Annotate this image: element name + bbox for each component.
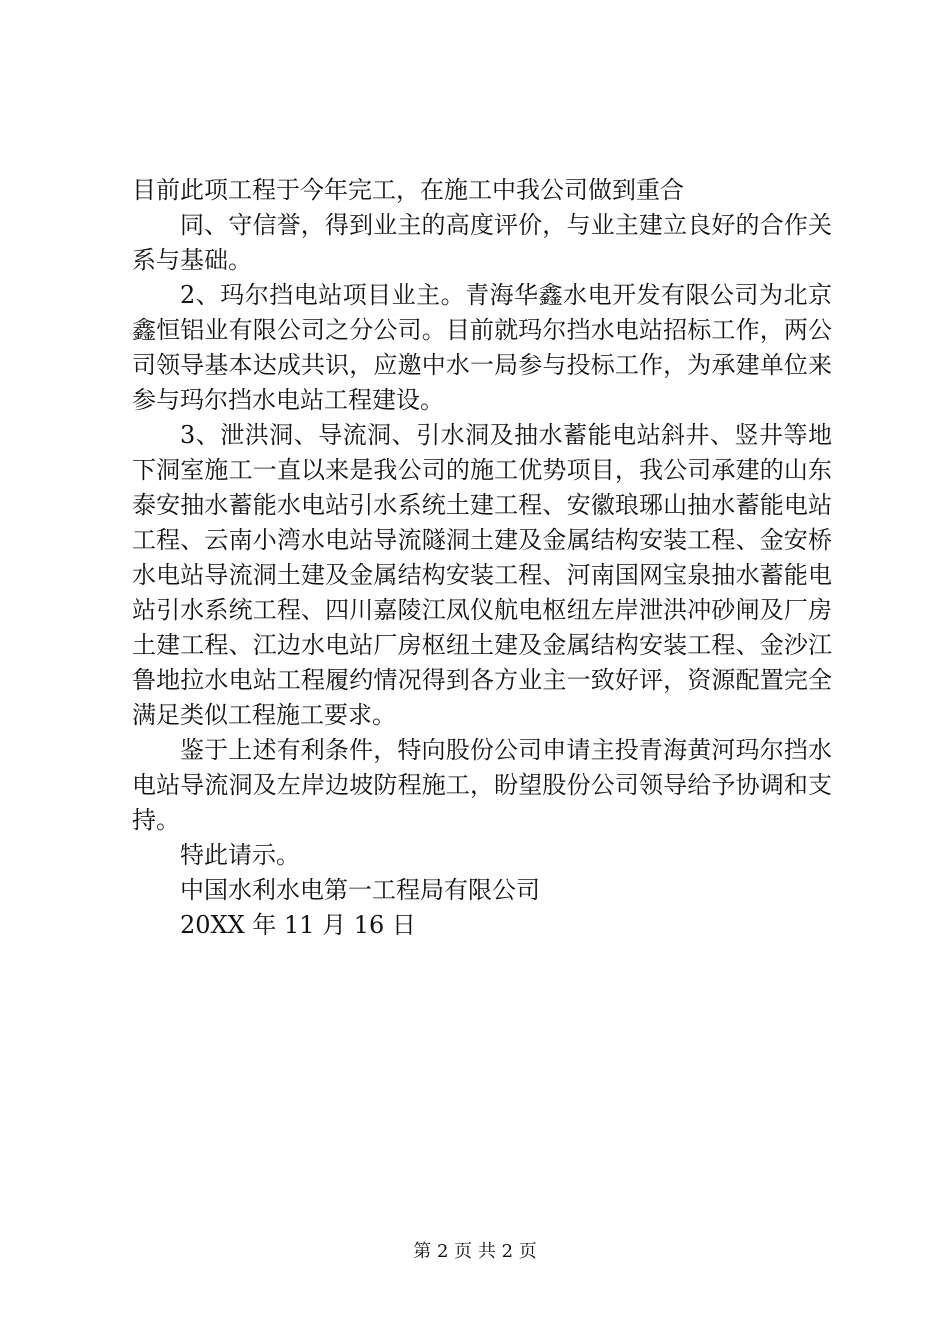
paragraph-request: 鉴于上述有利条件，特向股份公司申请主投青海黄河玛尔挡水电站导流洞及左岸边坡防程施工，盼望股份公司领导给予协调和支持。 [132,736,832,834]
page-number-footer: 第 2 页 共 2 页 [413,1241,537,1262]
paragraph-item-2: 2、玛尔挡电站项目业主。青海华鑫水电开发有限公司为北京鑫恒铝业有限公司之分公司。目前就玛尔挡水电站招标工作，两公司领导基本达成共识，应邀中水一局参与投标工作，为承建单位来参与玛尔挡水电站工程建设。 [132,281,832,414]
signature-date: 20XX 年 11 月 16 日 [180,911,416,939]
closing-phrase: 特此请示。 [180,841,300,869]
paragraph-item-3: 3、泄洪洞、导流洞、引水洞及抽水蓄能电站斜井、竖井等地下洞室施工一直以来是我公司的施工优势项目，我公司承建的山东泰安抽水蓄能水电站引水系统土建工程、安徽琅琊山抽水蓄能电站工程、云南小湾水电站导流隧洞土建及金属结构安装工程、金安桥水电站导流洞土建及金属结构安装工程、河南国网宝泉抽水蓄能电站引水系统工程、四川嘉陵江凤仪航电枢纽左岸泄洪冲砂闸及厂房土建工程、江边水电站厂房枢纽土建及金属结构安装工程、金沙江鲁地拉水电站工程履约情况得到各方业主一致好评，资源配置完全满足类似工程施工要求。 [132,421,832,729]
document-body [132,173,832,943]
paragraph-continuation: 目前此项工程于今年完工，在施工中我公司做到重合 [132,176,684,204]
signature-company: 中国水利水电第一工程局有限公司 [180,876,540,904]
paragraph-continuation-2: 同、守信誉，得到业主的高度评价，与业主建立良好的合作关系与基础。 [132,211,832,274]
